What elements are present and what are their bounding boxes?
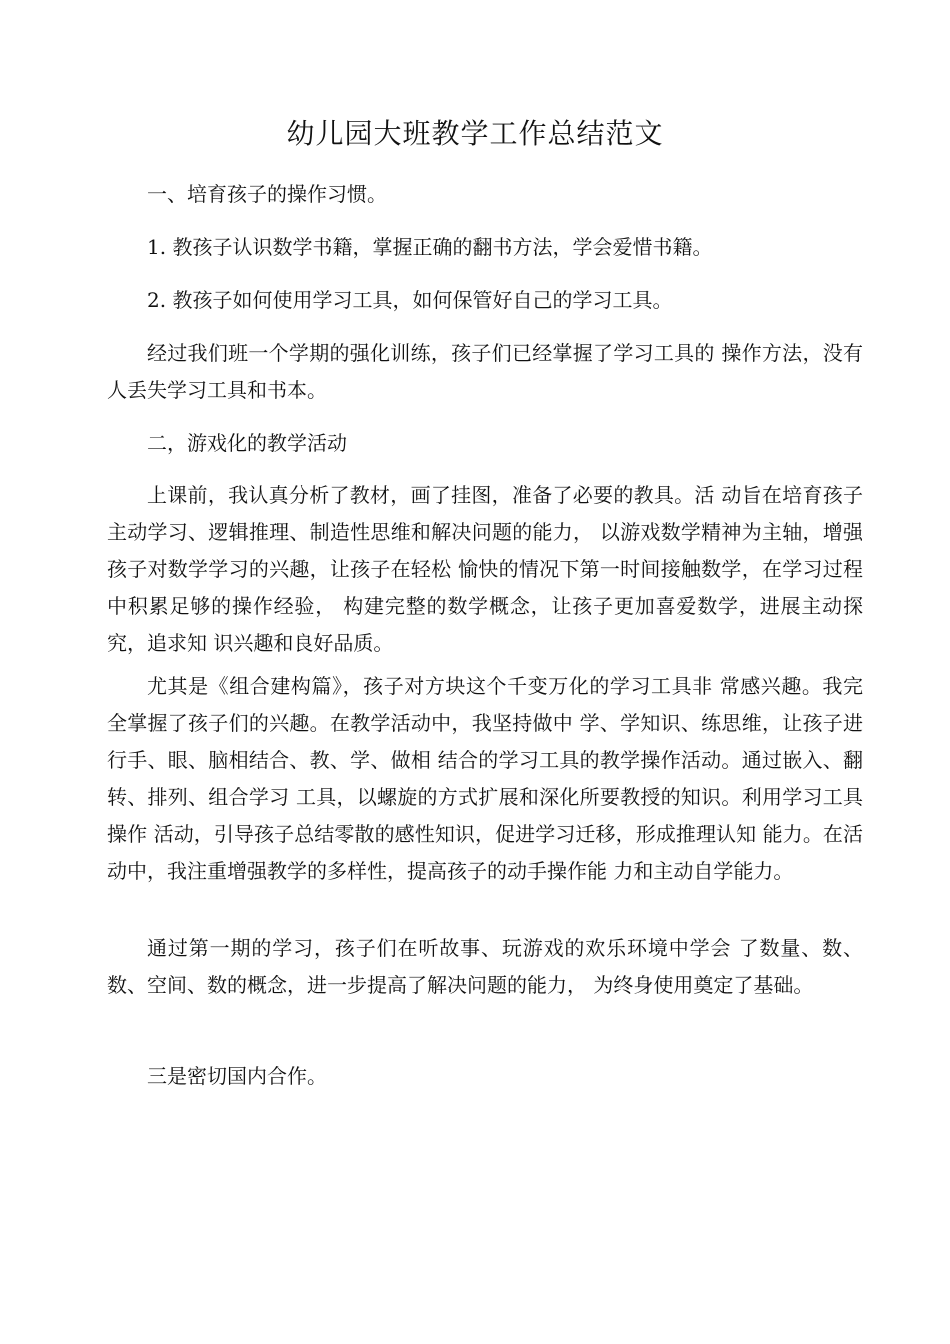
document-title: 幼儿园大班教学工作总结范文 (286, 117, 664, 150)
list-item-tools: 2. 教孩子如何使用学习工具，如何保管好自己的学习工具。 (147, 288, 673, 312)
paragraph-term-summary: 通过第一期的学习，孩子们在听故事、玩游戏的欢乐环境中学会 了数量、数、数、空间、数的概念，进一步提高了解决问题的能力， 为终身使用奠定了基础。 (107, 936, 863, 997)
section-heading-habits: 一、培育孩子的操作习惯。 (147, 182, 387, 206)
paragraph-training-result: 经过我们班一个学期的强化训练，孩子们已经掌握了学习工具的 操作方法，没有人丢失学习工具和书本。 (107, 341, 863, 402)
section-heading-game-teaching: 二，游戏化的教学活动 (147, 431, 347, 455)
list-item-books: 1. 教孩子认识数学书籍，掌握正确的翻书方法，学会爱惜书籍。 (147, 235, 713, 259)
paragraph-construction-activity: 尤其是《组合建构篇》，孩子对方块这个千变万化的学习工具非 常感兴趣。我完全掌握了孩子们的兴趣。在教学活动中，我坚持做中 学、学知识、练思维，让孩子进行手、眼、脑相结合、教、学、做相 结合的学习工具的教学操作活动。通过嵌入、翻转、排列、组合学习 工具，以螺旋的方式扩展和深化所要教授的知识。利用学习工具操作 活动，引导孩子总结零散的感性知识，促进学习迁移，形成推理认知 能力。在活动中，我注重增强教学的多样性，提高孩子的动手操作能 力和主动自学能力。 (107, 674, 863, 883)
section-heading-cooperation: 三是密切国内合作。 (147, 1064, 327, 1088)
paragraph-lesson-preparation: 上课前，我认真分析了教材，画了挂图，准备了必要的教具。活 动旨在培育孩子主动学习、逻辑推理、制造性思维和解决问题的能力， 以游戏数学精神为主轴，增强孩子对数学学习的兴趣，让孩子在轻松 愉快的情况下第一时间接触数学，在学习过程中积累足够的操作经验， 构建完整的数学概念，让孩子更加喜爱数学，进展主动探究，追求知 识兴趣和良好品质。 (107, 483, 863, 655)
